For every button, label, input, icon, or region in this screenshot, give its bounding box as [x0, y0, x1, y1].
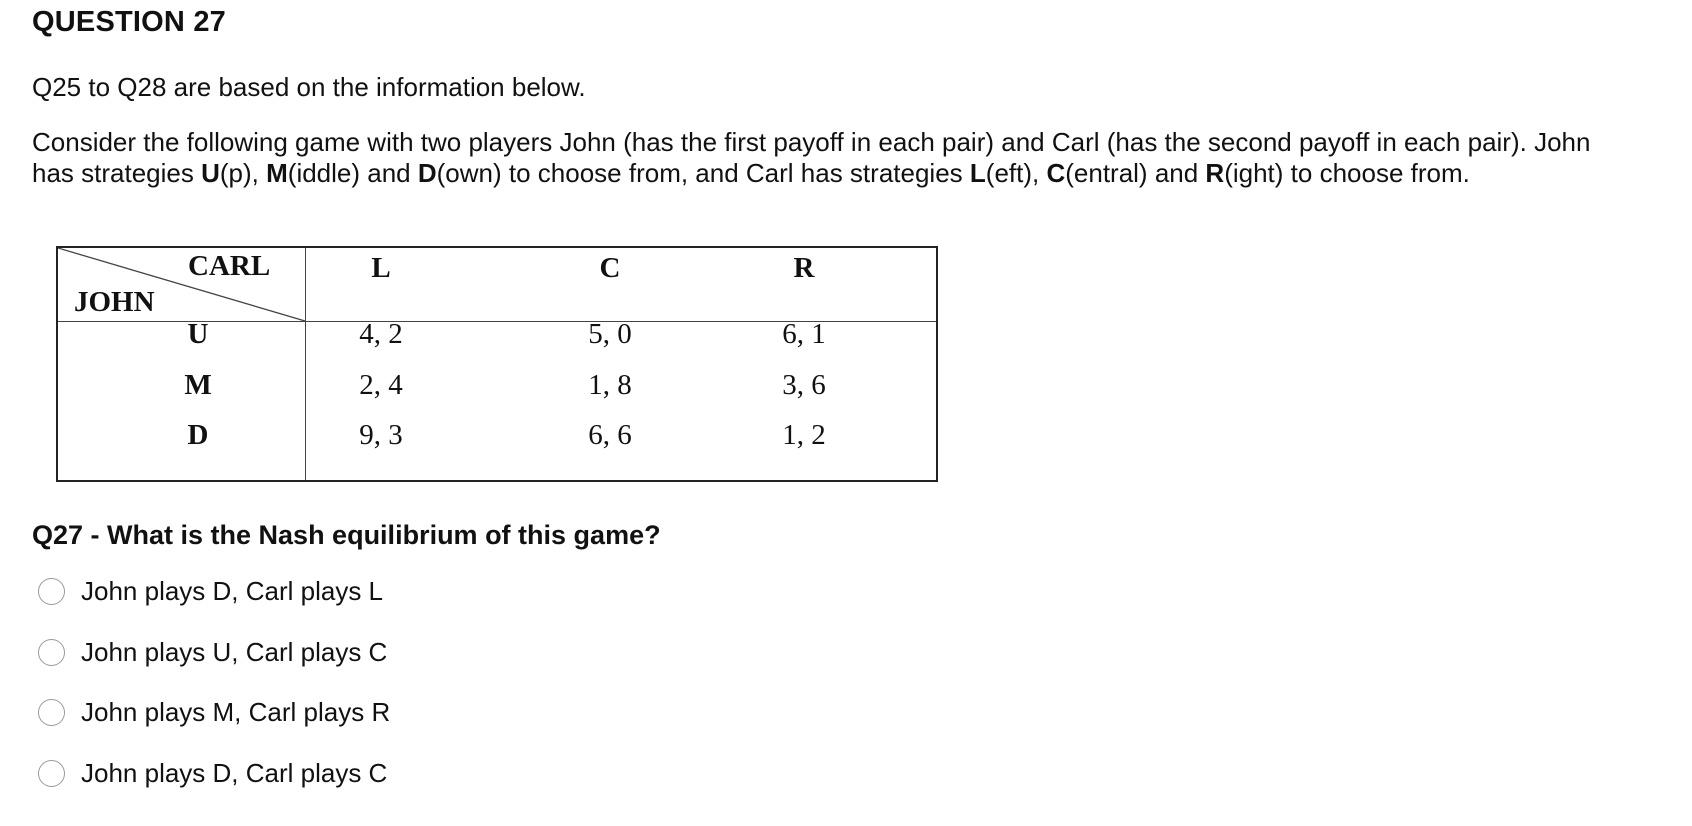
payoff-cell: 5, 0 [588, 318, 632, 350]
radio-button[interactable] [38, 639, 65, 666]
row-player-label: JOHN [74, 286, 155, 318]
radio-button[interactable] [38, 699, 65, 726]
description [32, 127, 1682, 189]
row-header-divider [305, 248, 306, 480]
description-text: (ight) to choose from. [1224, 158, 1470, 188]
description-text: has strategies [32, 158, 202, 188]
strategy-letter: D [417, 158, 437, 188]
row-header-d: D [187, 419, 209, 451]
option-label[interactable]: John plays M, Carl plays R [81, 696, 391, 727]
payoff-cell: 1, 2 [782, 419, 826, 451]
description-line-2 [32, 158, 1682, 189]
description-text: (entral) and [1065, 158, 1206, 188]
description-text: (iddle) and [287, 158, 418, 188]
row-header-u: U [187, 318, 209, 350]
answer-option[interactable] [38, 635, 387, 669]
answer-option[interactable] [38, 695, 390, 729]
payoff-cell: 9, 3 [359, 419, 403, 451]
sub-question: Q27 - What is the Nash equilibrium of this game? [32, 520, 661, 550]
option-label[interactable]: John plays U, Carl plays C [81, 636, 388, 667]
strategy-letter: C [1046, 158, 1066, 188]
strategy-letter: R [1205, 158, 1225, 188]
option-label[interactable]: John plays D, Carl plays C [81, 757, 388, 788]
intro-text: Q25 to Q28 are based on the information below. [32, 72, 586, 102]
strategy-letter: M [266, 158, 288, 188]
option-label[interactable]: John plays D, Carl plays L [81, 575, 384, 606]
payoff-cell: 6, 6 [588, 419, 632, 451]
payoff-cell: 2, 4 [359, 369, 403, 401]
strategy-letter: L [969, 158, 986, 188]
description-line-1: Consider the following game with two players John (has the first payoff in each pair) and Carl (has the second payoff in each pair). John [32, 127, 1591, 157]
col-header-r: R [793, 252, 815, 284]
description-text: (eft), [985, 158, 1047, 188]
radio-button[interactable] [38, 578, 65, 605]
col-header-c: C [599, 252, 621, 284]
payoff-table [56, 246, 938, 482]
payoff-cell: 1, 8 [588, 369, 632, 401]
description-text: (own) to choose from, and Carl has strategies [436, 158, 970, 188]
payoff-cell: 4, 2 [359, 318, 403, 350]
row-header-m: M [184, 369, 212, 401]
answer-option[interactable] [38, 574, 383, 608]
answer-option[interactable] [38, 756, 387, 790]
description-text: (p), [219, 158, 267, 188]
strategy-letter: U [201, 158, 220, 188]
payoff-cell: 6, 1 [782, 318, 826, 350]
payoff-cell: 3, 6 [782, 369, 826, 401]
col-header-l: L [371, 252, 391, 284]
col-player-label: CARL [188, 250, 271, 282]
radio-button[interactable] [38, 760, 65, 787]
question-title: QUESTION 27 [32, 6, 226, 38]
